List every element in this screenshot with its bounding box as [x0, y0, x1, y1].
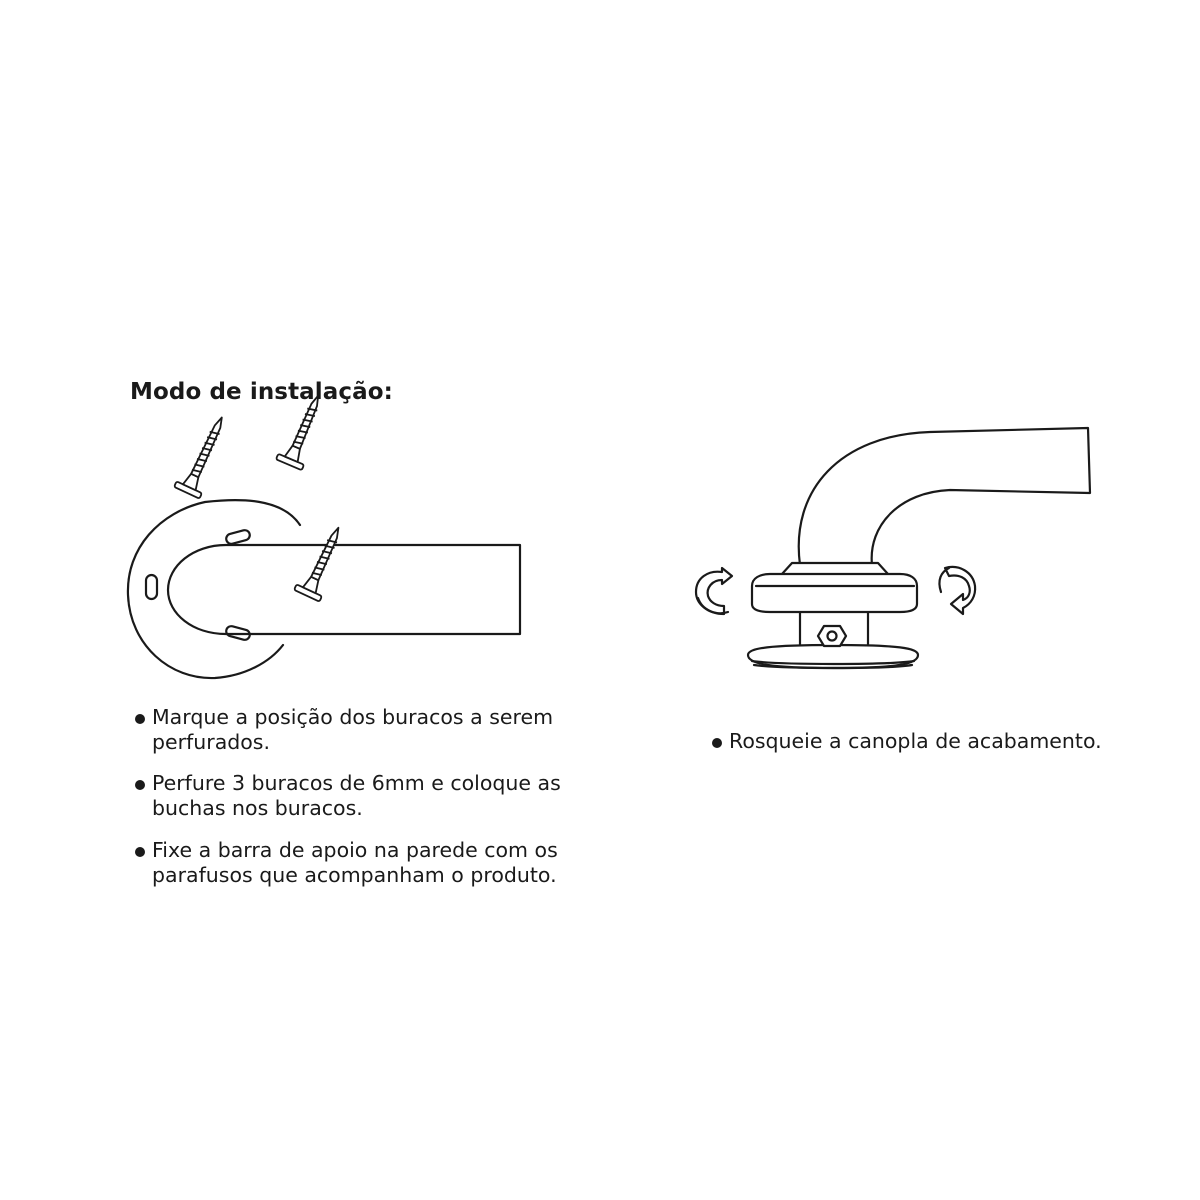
step-thread-canopy [729, 729, 1169, 754]
screw-icon [276, 390, 331, 470]
bullet-icon [135, 780, 145, 790]
step-text: Fixe a barra de apoio na parede com os parafusos que acompanham o produto. [152, 838, 558, 887]
bullet-icon [135, 847, 145, 857]
step-fix-bar [152, 838, 622, 888]
flange-slot-left [146, 575, 157, 599]
installation-title: Modo de instalação: [130, 379, 393, 405]
grab-bar [168, 545, 520, 634]
step-text: Marque a posição dos buracos a serem perfurados. [152, 705, 554, 754]
wall-flange [128, 500, 300, 678]
bullet-icon [712, 738, 722, 748]
flange-slot-top [225, 529, 251, 545]
step-text: Perfure 3 buracos de 6mm e coloque as buchas nos buracos. [152, 771, 561, 820]
screw-icon [174, 412, 234, 499]
step-drill-holes [152, 771, 622, 821]
step-mark-holes [152, 705, 622, 755]
bullet-icon [135, 714, 145, 724]
screw-icon [294, 522, 351, 602]
step-text: Rosqueie a canopla de acabamento. [729, 729, 1102, 753]
